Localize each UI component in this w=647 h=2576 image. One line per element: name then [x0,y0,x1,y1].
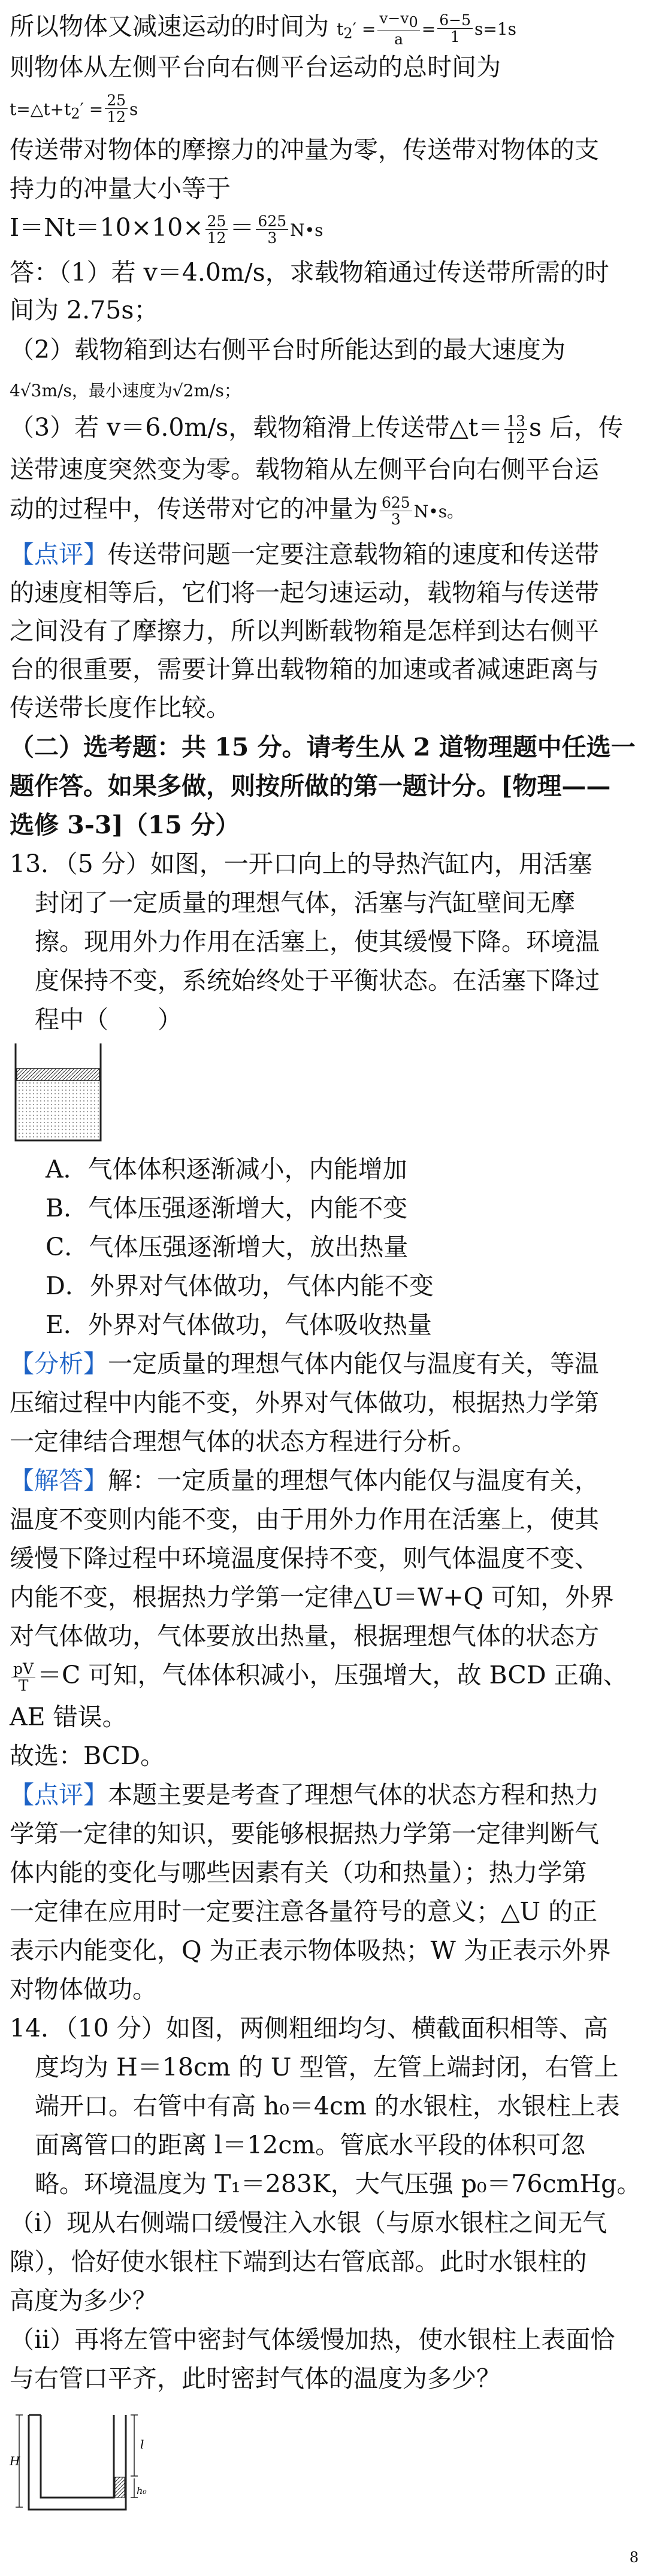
text-line: 略。环境温度为 T₁＝283K，大气压强 p₀＝76cmHg。 [35,2170,642,2198]
text-line: 度均为 H＝18cm 的 U 型管，左管上端封闭，右管上 [35,2053,619,2082]
option-b: B．气体压强逐渐增大，内能不变 [46,1194,408,1222]
section-heading: 题作答。如果多做，则按所做的第一题计分。[物理—— [10,772,611,800]
text-line: 传送带对物体的摩擦力的冲量为零，传送带对物体的支 [10,135,599,164]
text-line: 与右管口平齐，此时密封气体的温度为多少？ [10,2364,501,2393]
text-line: $\frac{pV}{T}$ ＝C 可知，气体体积减小，压强增大，故 BCD 正确、 [10,1658,639,1694]
question-14-stem: 14．（10 分）如图，两侧粗细均匀、横截面积相等、高 [10,2014,608,2043]
option-c: C．气体压强逐渐增大，放出热量 [46,1233,409,1261]
text-line: 【点评】本题主要是考查了理想气体的状态方程和热力 [10,1780,599,1809]
comment-tag: 【点评】 [10,540,108,569]
fraction: $\frac{6-5}{1}$ [437,12,473,45]
fraction: $\frac{25}{12}$ [205,213,228,246]
fraction: $\frac{pV}{T}$ [11,1661,35,1694]
text-line: 压缩过程中内能不变，外界对气体做功，根据热力学第 [10,1388,599,1417]
text-line: 温度不变则内能不变，由于用外力作用在活塞上，使其 [10,1505,599,1534]
text-line: 所以物体又减速运动的时间为 $t_2'$ = $\frac{v-v0}{a}$ = $\frac{6-5}{1}$ s=1s [10,9,517,48]
text-line: 度保持不变，系统始终处于平衡状态。在活塞下降过 [35,966,600,995]
fraction: $\frac{25}{12}$ [105,92,128,125]
analysis-tag: 【分析】 [10,1349,108,1378]
fraction: $\frac{625}{3}$ [256,213,288,246]
option-a: A．气体体积逐渐减小，内能增加 [46,1155,407,1184]
question-13-stem: 13．（5 分）如图，一开口向上的导热汽缸内，用活塞 [10,849,592,878]
text-line: 缓慢下降过程中环境温度保持不变，则气体温度不变、 [10,1544,599,1573]
text-line: AE 错误。 [10,1703,127,1731]
text-line: 学第一定律的知识，要能够根据热力学第一定律判断气 [10,1819,599,1848]
answer-tag: 【解答】 [10,1466,108,1495]
page-number: 8 [629,2549,639,2566]
section-heading: （二）选考题：共 15 分。请考生从 2 道物理题中任选一 [10,733,636,761]
text-line: 答：（1）若 v＝4.0m/s，求载物箱通过传送带所需的时 [10,258,609,287]
text-line: 端开口。右管中有高 h₀＝4cm 的水银柱，水银柱上表 [35,2092,620,2120]
text-line: （ii）再将左管中密封气体缓慢加热，使水银柱上表面恰 [10,2325,615,2354]
text-line: 一定律在应用时一定要注意各量符号的意义；△U 的正 [10,1897,598,1926]
text-line: 内能不变，根据热力学第一定律△U＝W+Q 可知，外界 [10,1583,615,1612]
text-line: （3）若 v＝6.0m/s，载物箱滑上传送带△t＝ $\frac{13}{12}$ s 后，传 [10,412,624,447]
comment-tag: 【点评】 [10,1780,108,1809]
text-line: 送带速度突然变为零。载物箱从左侧平台向右侧平台运 [10,455,599,484]
text-line: 一定律结合理想气体的状态方程进行分析。 [10,1427,476,1456]
fraction: $\frac{v-v0}{a}$ [377,10,419,47]
text-line: 持力的冲量大小等于 [10,174,231,203]
text-line: 台的很重要，需要计算出载物箱的加速或者减速距离与 [10,655,599,684]
text-line: 体内能的变化与哪些因素有关（功和热量）；热力学第 [10,1858,587,1887]
text-line: 程中（ ） [35,1005,182,1034]
text-line: 的速度相等后，它们将一起匀速运动，载物箱与传送带 [10,578,599,607]
text-line: （2）载物箱到达右侧平台时所能达到的最大速度为 [10,335,566,364]
text-line: 面离管口的距离 l＝12cm。管底水平段的体积可忽 [35,2131,586,2159]
text-line: 高度为多少？ [10,2286,157,2315]
text-line: 间为 2.75s； [10,296,159,324]
text-line: 4√3m/s，最小速度为√2m/s； [10,381,241,400]
option-d: D．外界对气体做功，气体内能不变 [46,1272,434,1300]
text-line: 【解答】解：一定质量的理想气体内能仅与温度有关， [10,1466,599,1495]
text-line: （i）现从右侧端口缓慢注入水银（与原水银柱之间无气 [10,2208,607,2237]
text-line: 隙），恰好使水银柱下端到达右管底部。此时水银柱的 [10,2247,587,2276]
fraction: $\frac{13}{12}$ [504,413,527,446]
text-line: 故选：BCD。 [10,1741,165,1770]
fraction: $\frac{625}{3}$ [380,494,412,527]
section-heading: 选修 3-3]（15 分） [10,811,240,839]
label-H: H [10,2454,20,2468]
cylinder-piston-figure [11,1039,107,1149]
u-tube-figure [6,2401,156,2520]
option-e: E．外界对气体做功，气体吸收热量 [46,1310,432,1339]
text-line: 表示内能变化，Q 为正表示物体吸热；W 为正表示外界 [10,1936,611,1965]
text-line: 则物体从左侧平台向右侧平台运动的总时间为 [10,53,501,81]
text-line: 之间没有了摩擦力，所以判断载物箱是怎样到达右侧平 [10,617,599,645]
text-line: 传送带长度作比较。 [10,693,231,722]
text-line: 对气体做功，气体要放出热量，根据理想气体的状态方 [10,1622,599,1650]
text-line: 【点评】传送带问题一定要注意载物箱的速度和传送带 [10,540,599,569]
label-l: l [140,2437,144,2451]
text-line: 对物体做功。 [10,1975,157,2004]
label-h0: h₀ [137,2485,147,2496]
text-line: 【分析】一定质量的理想气体内能仅与温度有关，等温 [10,1349,599,1378]
text-line: 封闭了一定质量的理想气体，活塞与汽缸壁间无摩 [35,888,575,917]
text-line: 动的过程中，传送带对它的冲量为 $\frac{625}{3}$ N•s。 [10,494,464,528]
text-line: 擦。现用外力作用在活塞上，使其缓慢下降。环境温 [35,927,600,956]
text-line: I＝Nt＝10×10× $\frac{25}{12}$ ＝ $\frac{625}{3}$ N•s [10,213,324,247]
text-line: $t=\triangle t+t_2'$ = $\frac{25}{12}$ s [10,92,138,126]
